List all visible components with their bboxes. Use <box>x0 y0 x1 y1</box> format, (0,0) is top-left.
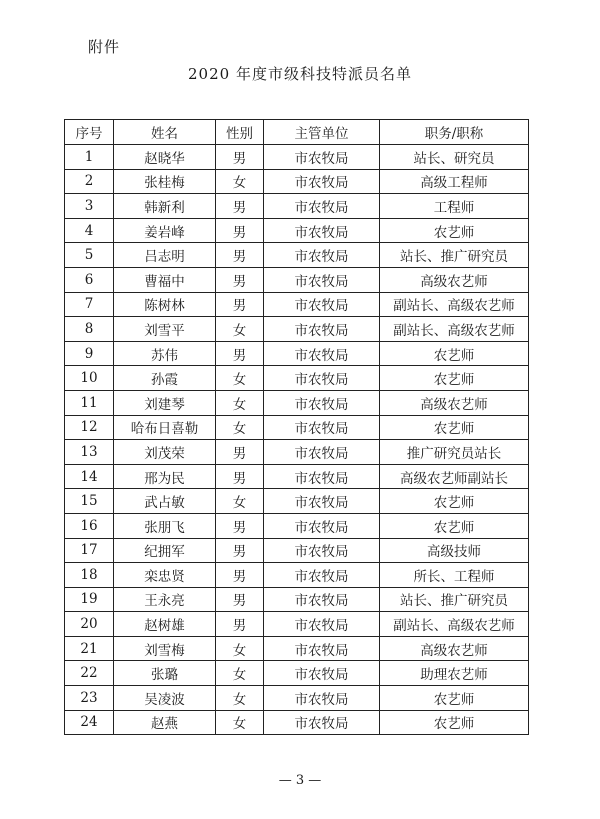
cell-unit: 市农牧局 <box>264 636 380 661</box>
cell-title: 站长、推广研究员 <box>380 587 529 612</box>
cell-unit: 市农牧局 <box>264 464 380 489</box>
cell-gender: 男 <box>216 440 264 465</box>
cell-title: 农艺师 <box>380 489 529 514</box>
table-row <box>65 538 529 563</box>
cell-gender: 男 <box>216 292 264 317</box>
cell-gender: 男 <box>216 563 264 588</box>
table-row <box>65 292 529 317</box>
cell-gender: 女 <box>216 636 264 661</box>
cell-name: 邢为民 <box>114 464 216 489</box>
cell-title: 农艺师 <box>380 366 529 391</box>
cell-title: 助理农艺师 <box>380 661 529 686</box>
column-header-unit: 主管单位 <box>264 120 380 145</box>
table-row <box>65 341 529 366</box>
cell-unit: 市农牧局 <box>264 710 380 735</box>
cell-name: 武占敏 <box>114 489 216 514</box>
cell-number: 20 <box>65 612 114 637</box>
cell-name: 哈布日喜勒 <box>114 415 216 440</box>
cell-name: 张璐 <box>114 661 216 686</box>
cell-unit: 市农牧局 <box>264 587 380 612</box>
cell-number: 14 <box>65 464 114 489</box>
cell-gender: 女 <box>216 710 264 735</box>
cell-title: 高级农艺师 <box>380 390 529 415</box>
table-row <box>65 218 529 243</box>
cell-name: 刘雪梅 <box>114 636 216 661</box>
cell-title: 所长、工程师 <box>380 563 529 588</box>
cell-gender: 女 <box>216 366 264 391</box>
cell-number: 3 <box>65 194 114 219</box>
cell-number: 4 <box>65 218 114 243</box>
cell-name: 刘建琴 <box>114 390 216 415</box>
cell-title: 推广研究员站长 <box>380 440 529 465</box>
cell-title: 高级农艺师 <box>380 636 529 661</box>
cell-gender: 男 <box>216 612 264 637</box>
cell-name: 刘雪平 <box>114 317 216 342</box>
cell-number: 5 <box>65 243 114 268</box>
cell-number: 9 <box>65 341 114 366</box>
cell-gender: 男 <box>216 243 264 268</box>
cell-gender: 女 <box>216 661 264 686</box>
cell-number: 22 <box>65 661 114 686</box>
table-row <box>65 390 529 415</box>
cell-gender: 男 <box>216 194 264 219</box>
cell-gender: 女 <box>216 390 264 415</box>
cell-name: 赵晓华 <box>114 145 216 170</box>
cell-gender: 男 <box>216 145 264 170</box>
cell-name: 王永亮 <box>114 587 216 612</box>
page-number: — 3 — <box>278 773 322 788</box>
cell-unit: 市农牧局 <box>264 292 380 317</box>
cell-unit: 市农牧局 <box>264 661 380 686</box>
table-row <box>65 686 529 711</box>
cell-name: 孙霞 <box>114 366 216 391</box>
cell-title: 副站长、高级农艺师 <box>380 292 529 317</box>
cell-unit: 市农牧局 <box>264 513 380 538</box>
cell-name: 张桂梅 <box>114 169 216 194</box>
cell-gender: 女 <box>216 686 264 711</box>
cell-title: 农艺师 <box>380 341 529 366</box>
cell-number: 19 <box>65 587 114 612</box>
cell-number: 21 <box>65 636 114 661</box>
column-header-gender: 性别 <box>216 120 264 145</box>
column-header-number: 序号 <box>65 120 114 145</box>
cell-title: 农艺师 <box>380 218 529 243</box>
cell-number: 13 <box>65 440 114 465</box>
table-row <box>65 440 529 465</box>
column-header-title: 职务/职称 <box>380 120 529 145</box>
cell-unit: 市农牧局 <box>264 563 380 588</box>
cell-title: 高级农艺师 <box>380 267 529 292</box>
cell-gender: 男 <box>216 538 264 563</box>
cell-title: 农艺师 <box>380 415 529 440</box>
cell-gender: 男 <box>216 218 264 243</box>
cell-gender: 男 <box>216 513 264 538</box>
table-row <box>65 194 529 219</box>
table-row <box>65 317 529 342</box>
cell-title: 高级工程师 <box>380 169 529 194</box>
cell-gender: 男 <box>216 587 264 612</box>
cell-number: 12 <box>65 415 114 440</box>
table-row <box>65 243 529 268</box>
document-title: 2020 年度市级科技特派员名单 <box>188 65 412 83</box>
cell-unit: 市农牧局 <box>264 169 380 194</box>
cell-unit: 市农牧局 <box>264 538 380 563</box>
cell-title: 副站长、高级农艺师 <box>380 612 529 637</box>
cell-number: 2 <box>65 169 114 194</box>
cell-gender: 女 <box>216 415 264 440</box>
cell-unit: 市农牧局 <box>264 686 380 711</box>
personnel-table <box>64 119 529 735</box>
table-row <box>65 513 529 538</box>
cell-name: 赵树雄 <box>114 612 216 637</box>
cell-title: 农艺师 <box>380 710 529 735</box>
cell-number: 7 <box>65 292 114 317</box>
cell-title: 站长、研究员 <box>380 145 529 170</box>
cell-title: 站长、推广研究员 <box>380 243 529 268</box>
cell-name: 纪拥军 <box>114 538 216 563</box>
cell-title: 高级技师 <box>380 538 529 563</box>
cell-number: 6 <box>65 267 114 292</box>
cell-unit: 市农牧局 <box>264 415 380 440</box>
table-row <box>65 145 529 170</box>
table-row <box>65 366 529 391</box>
cell-unit: 市农牧局 <box>264 194 380 219</box>
cell-number: 1 <box>65 145 114 170</box>
cell-name: 张朋飞 <box>114 513 216 538</box>
cell-unit: 市农牧局 <box>264 243 380 268</box>
table-row <box>65 710 529 735</box>
cell-unit: 市农牧局 <box>264 317 380 342</box>
cell-title: 高级农艺师副站长 <box>380 464 529 489</box>
table-header-row <box>65 120 529 145</box>
table-row <box>65 563 529 588</box>
table-row <box>65 587 529 612</box>
cell-gender: 男 <box>216 341 264 366</box>
table-row <box>65 612 529 637</box>
cell-title: 副站长、高级农艺师 <box>380 317 529 342</box>
cell-gender: 男 <box>216 267 264 292</box>
cell-name: 姜岩峰 <box>114 218 216 243</box>
cell-number: 11 <box>65 390 114 415</box>
table-row <box>65 267 529 292</box>
cell-unit: 市农牧局 <box>264 145 380 170</box>
cell-number: 10 <box>65 366 114 391</box>
cell-name: 栾忠贤 <box>114 563 216 588</box>
cell-unit: 市农牧局 <box>264 267 380 292</box>
cell-name: 曹福中 <box>114 267 216 292</box>
table-row <box>65 661 529 686</box>
cell-name: 吴凌波 <box>114 686 216 711</box>
table-row <box>65 489 529 514</box>
cell-title: 农艺师 <box>380 686 529 711</box>
table-row <box>65 636 529 661</box>
cell-name: 刘茂荣 <box>114 440 216 465</box>
cell-number: 18 <box>65 563 114 588</box>
cell-number: 15 <box>65 489 114 514</box>
cell-unit: 市农牧局 <box>264 489 380 514</box>
cell-name: 苏伟 <box>114 341 216 366</box>
cell-unit: 市农牧局 <box>264 612 380 637</box>
cell-unit: 市农牧局 <box>264 341 380 366</box>
cell-number: 23 <box>65 686 114 711</box>
cell-number: 8 <box>65 317 114 342</box>
cell-name: 韩新利 <box>114 194 216 219</box>
cell-gender: 男 <box>216 464 264 489</box>
attachment-label: 附件 <box>88 38 121 56</box>
cell-name: 赵燕 <box>114 710 216 735</box>
table-row <box>65 464 529 489</box>
table-body <box>65 145 529 735</box>
cell-number: 17 <box>65 538 114 563</box>
cell-number: 24 <box>65 710 114 735</box>
column-header-name: 姓名 <box>114 120 216 145</box>
cell-name: 吕志明 <box>114 243 216 268</box>
table-row <box>65 415 529 440</box>
table-row <box>65 169 529 194</box>
cell-unit: 市农牧局 <box>264 218 380 243</box>
cell-number: 16 <box>65 513 114 538</box>
cell-name: 陈树林 <box>114 292 216 317</box>
cell-unit: 市农牧局 <box>264 440 380 465</box>
cell-unit: 市农牧局 <box>264 366 380 391</box>
cell-title: 农艺师 <box>380 513 529 538</box>
cell-gender: 女 <box>216 169 264 194</box>
cell-gender: 女 <box>216 489 264 514</box>
cell-gender: 女 <box>216 317 264 342</box>
cell-unit: 市农牧局 <box>264 390 380 415</box>
cell-title: 工程师 <box>380 194 529 219</box>
